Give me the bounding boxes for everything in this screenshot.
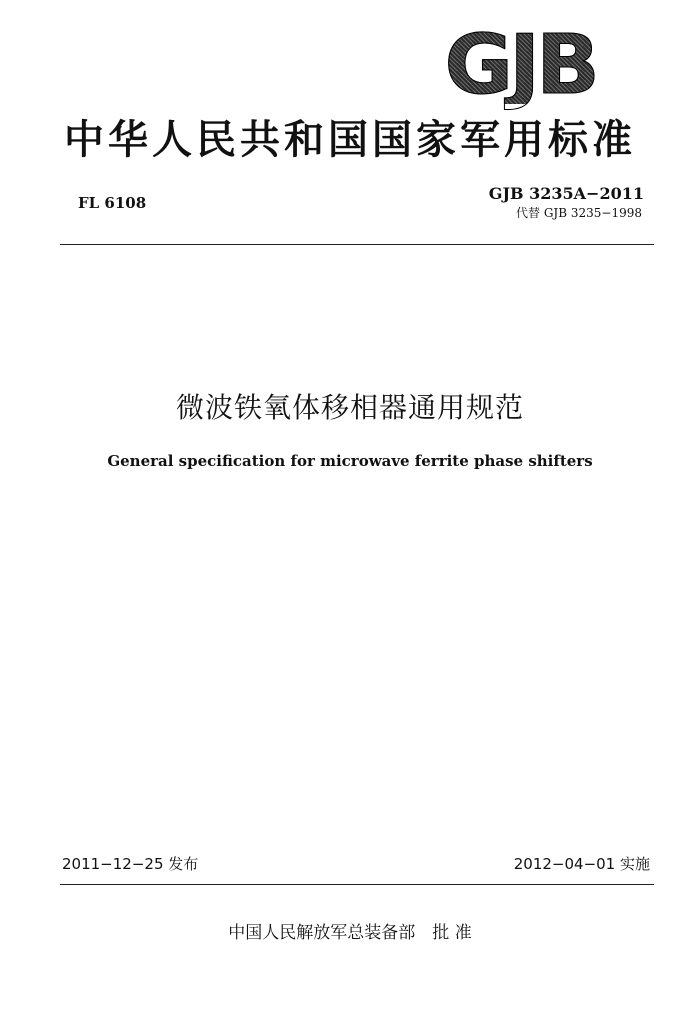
approving-authority: 中国人民解放军总装备部 批 准 — [228, 923, 472, 943]
implementation-date: 2012−04−01 实施 — [513, 855, 650, 873]
footer-divider — [60, 884, 654, 885]
classification-code: FL 6108 — [78, 194, 147, 212]
document-subtitle-english: General specification for microwave ferrite phase shifters — [107, 452, 593, 470]
gjb-logo-text: GJB — [444, 18, 596, 113]
gjb-logo — [428, 18, 612, 113]
header-divider — [60, 244, 654, 245]
issue-date: 2011−12−25 发布 — [62, 855, 199, 873]
standard-number: GJB 3235A−2011 — [488, 184, 644, 203]
org-title: 中华人民共和国国家军用标准 — [64, 116, 636, 163]
replaces-standard: 代替 GJB 3235−1998 — [516, 206, 642, 220]
document-title: 微波铁氧体移相器通用规范 — [175, 391, 524, 424]
